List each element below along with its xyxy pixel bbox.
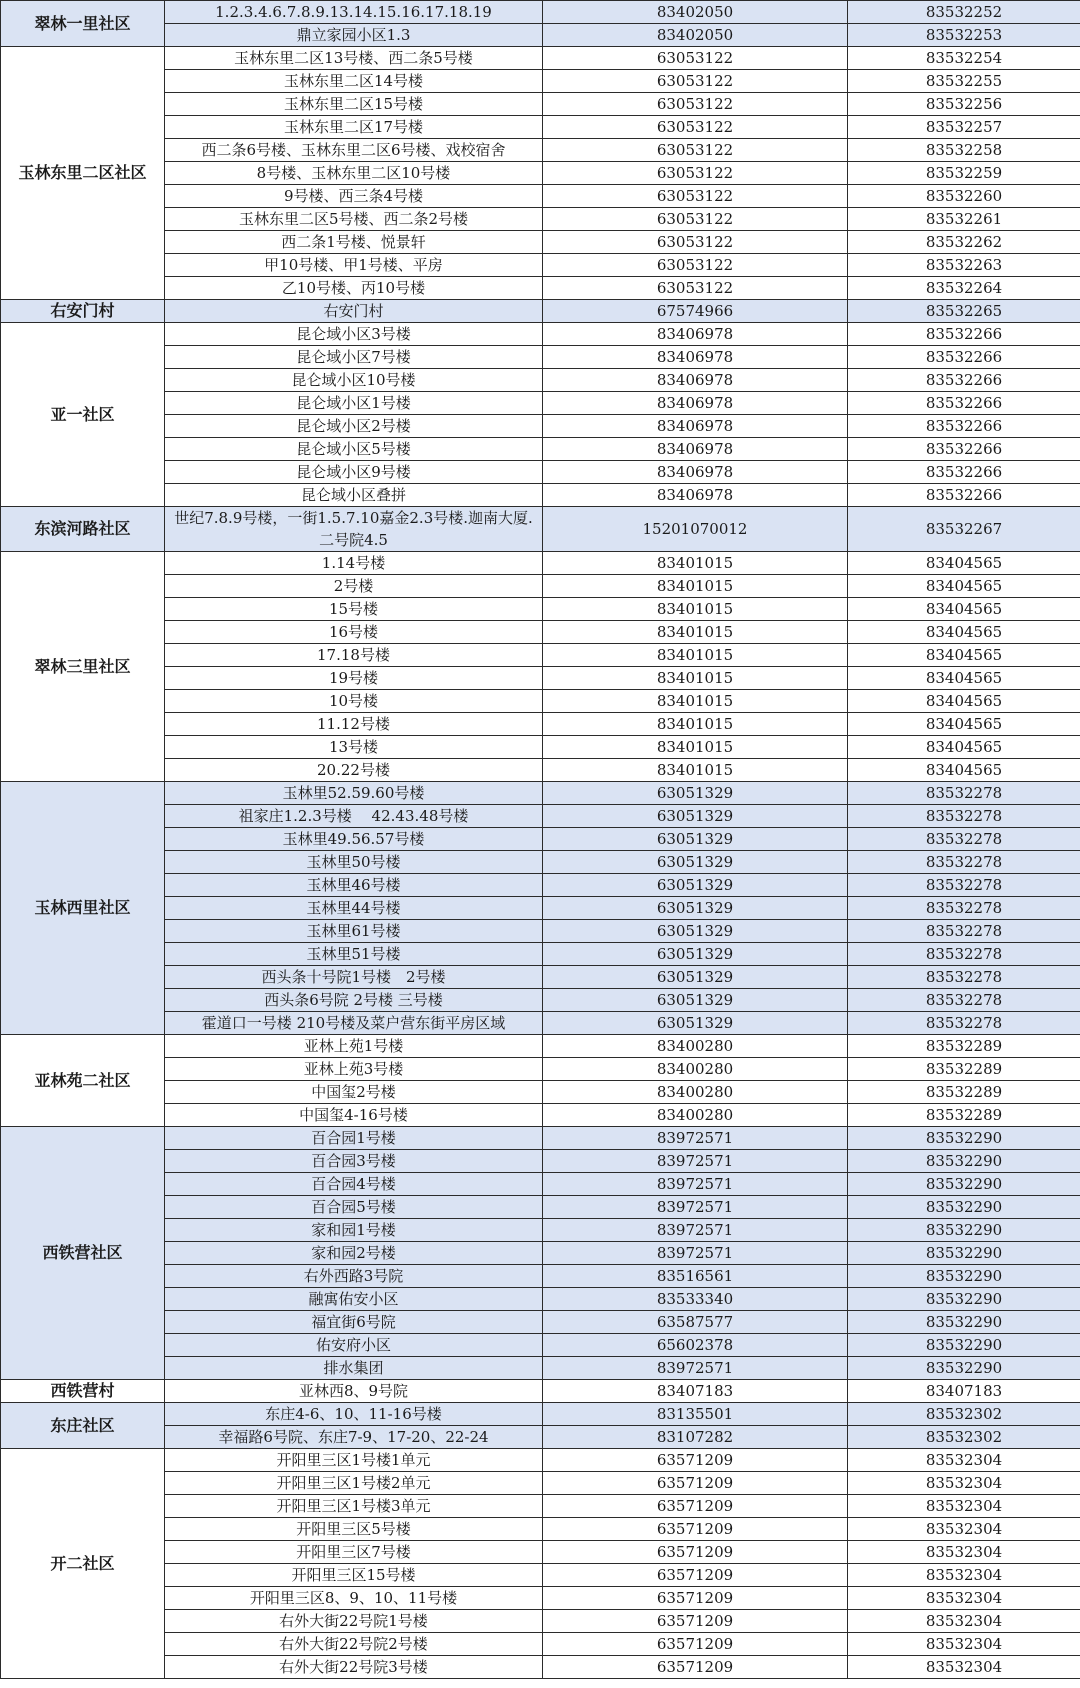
extension-cell: 83532254 — [848, 47, 1080, 70]
building-cell: 玉林东里二区13号楼、西二条5号楼 — [165, 47, 543, 70]
building-cell: 16号楼 — [165, 621, 543, 644]
extension-cell: 83532262 — [848, 231, 1080, 254]
phone-cell: 83972571 — [543, 1150, 848, 1173]
phone-cell: 83972571 — [543, 1127, 848, 1150]
extension-cell: 83532304 — [848, 1564, 1080, 1587]
building-cell: 右外西路3号院 — [165, 1265, 543, 1288]
phone-cell: 63051329 — [543, 966, 848, 989]
extension-cell: 83532304 — [848, 1587, 1080, 1610]
phone-cell: 63053122 — [543, 116, 848, 139]
building-cell: 百合园3号楼 — [165, 1150, 543, 1173]
building-cell: 玉林里52.59.60号楼 — [165, 782, 543, 805]
phone-cell: 83401015 — [543, 575, 848, 598]
extension-cell: 83532259 — [848, 162, 1080, 185]
building-cell: 玉林里61号楼 — [165, 920, 543, 943]
phone-cell: 83401015 — [543, 598, 848, 621]
extension-cell: 83532258 — [848, 139, 1080, 162]
phone-cell: 83407183 — [543, 1380, 848, 1403]
extension-cell: 83532278 — [848, 897, 1080, 920]
extension-cell: 83532278 — [848, 989, 1080, 1012]
phone-cell: 83972571 — [543, 1219, 848, 1242]
phone-cell: 63053122 — [543, 231, 848, 254]
building-cell: 15号楼 — [165, 598, 543, 621]
extension-cell: 83532290 — [848, 1288, 1080, 1311]
extension-cell: 83532263 — [848, 254, 1080, 277]
community-name-cell: 玉林西里社区 — [1, 782, 165, 1035]
extension-cell: 83532290 — [848, 1242, 1080, 1265]
phone-cell: 63571209 — [543, 1518, 848, 1541]
building-cell: 百合园1号楼 — [165, 1127, 543, 1150]
building-cell: 甲10号楼、甲1号楼、平房 — [165, 254, 543, 277]
phone-cell: 83401015 — [543, 690, 848, 713]
extension-cell: 83532278 — [848, 782, 1080, 805]
building-cell: 佑安府小区 — [165, 1334, 543, 1357]
phone-cell: 63571209 — [543, 1449, 848, 1472]
extension-cell: 83532264 — [848, 277, 1080, 300]
table-row — [1, 782, 1080, 805]
building-cell: 乙10号楼、丙10号楼 — [165, 277, 543, 300]
community-name-cell: 东滨河路社区 — [1, 507, 165, 552]
building-cell: 昆仑域小区10号楼 — [165, 369, 543, 392]
community-name-cell: 翠林三里社区 — [1, 552, 165, 782]
phone-cell: 67574966 — [543, 300, 848, 323]
building-cell: 17.18号楼 — [165, 644, 543, 667]
phone-cell: 83400280 — [543, 1104, 848, 1127]
building-cell: 8号楼、玉林东里二区10号楼 — [165, 162, 543, 185]
building-cell: 西头条十号院1号楼 2号楼 — [165, 966, 543, 989]
building-cell: 祖家庄1.2.3号楼 42.43.48号楼 — [165, 805, 543, 828]
phone-cell: 63051329 — [543, 782, 848, 805]
phone-cell: 63587577 — [543, 1311, 848, 1334]
building-cell: 昆仑域小区5号楼 — [165, 438, 543, 461]
phone-cell: 63051329 — [543, 1012, 848, 1035]
extension-cell: 83404565 — [848, 713, 1080, 736]
phone-cell: 83400280 — [543, 1058, 848, 1081]
extension-cell: 83532304 — [848, 1495, 1080, 1518]
phone-cell: 83406978 — [543, 438, 848, 461]
extension-cell: 83532278 — [848, 851, 1080, 874]
table-row — [1, 1127, 1080, 1150]
phone-cell: 63053122 — [543, 70, 848, 93]
phone-cell: 83401015 — [543, 667, 848, 690]
table-row — [1, 1380, 1080, 1403]
extension-cell: 83532261 — [848, 208, 1080, 231]
phone-cell: 83401015 — [543, 736, 848, 759]
phone-cell: 83401015 — [543, 644, 848, 667]
community-name-cell: 翠林一里社区 — [1, 1, 165, 47]
phone-cell: 63053122 — [543, 139, 848, 162]
building-cell: 开阳里三区1号楼1单元 — [165, 1449, 543, 1472]
extension-cell: 83404565 — [848, 667, 1080, 690]
building-cell: 百合园5号楼 — [165, 1196, 543, 1219]
extension-cell: 83532289 — [848, 1035, 1080, 1058]
extension-cell: 83532302 — [848, 1403, 1080, 1426]
building-cell: 福宜街6号院 — [165, 1311, 543, 1334]
building-cell: 西二条1号楼、悦景轩 — [165, 231, 543, 254]
extension-cell: 83532304 — [848, 1472, 1080, 1495]
extension-cell: 83404565 — [848, 552, 1080, 575]
building-cell: 13号楼 — [165, 736, 543, 759]
phone-cell: 83406978 — [543, 415, 848, 438]
extension-cell: 83532289 — [848, 1104, 1080, 1127]
building-cell: 霍道口一号楼 210号楼及菜户营东街平房区域 — [165, 1012, 543, 1035]
extension-cell: 83532278 — [848, 966, 1080, 989]
extension-cell: 83532290 — [848, 1150, 1080, 1173]
building-cell: 11.12号楼 — [165, 713, 543, 736]
phone-cell: 63571209 — [543, 1564, 848, 1587]
building-cell: 10号楼 — [165, 690, 543, 713]
phone-cell: 63051329 — [543, 874, 848, 897]
community-name-cell: 开二社区 — [1, 1449, 165, 1679]
extension-cell: 83532266 — [848, 415, 1080, 438]
phone-cell: 83401015 — [543, 621, 848, 644]
phone-cell: 63571209 — [543, 1495, 848, 1518]
phone-cell: 83972571 — [543, 1173, 848, 1196]
extension-cell: 83532257 — [848, 116, 1080, 139]
extension-cell: 83404565 — [848, 575, 1080, 598]
building-cell: 昆仑域小区3号楼 — [165, 323, 543, 346]
building-cell: 开阳里三区8、9、10、11号楼 — [165, 1587, 543, 1610]
phone-cell: 83107282 — [543, 1426, 848, 1449]
phone-cell: 63053122 — [543, 208, 848, 231]
extension-cell: 83532290 — [848, 1219, 1080, 1242]
phone-cell: 83406978 — [543, 323, 848, 346]
building-cell: 亚林西8、9号院 — [165, 1380, 543, 1403]
phone-cell: 63051329 — [543, 943, 848, 966]
extension-cell: 83532266 — [848, 323, 1080, 346]
phone-cell: 63051329 — [543, 989, 848, 1012]
extension-cell: 83532278 — [848, 1012, 1080, 1035]
extension-cell: 83532255 — [848, 70, 1080, 93]
phone-cell: 83400280 — [543, 1081, 848, 1104]
extension-cell: 83532304 — [848, 1610, 1080, 1633]
extension-cell: 83404565 — [848, 598, 1080, 621]
extension-cell: 83532289 — [848, 1058, 1080, 1081]
building-cell: 家和园1号楼 — [165, 1219, 543, 1242]
building-cell: 鼎立家园小区1.3 — [165, 24, 543, 47]
building-cell: 开阳里三区5号楼 — [165, 1518, 543, 1541]
phone-cell: 15201070012 — [543, 507, 848, 552]
extension-cell: 83532290 — [848, 1173, 1080, 1196]
extension-cell: 83404565 — [848, 759, 1080, 782]
table-row — [1, 1035, 1080, 1058]
table-row — [1, 1, 1080, 24]
extension-cell: 83532267 — [848, 507, 1080, 552]
community-name-cell: 东庄社区 — [1, 1403, 165, 1449]
building-cell: 世纪7.8.9号楼，一街1.5.7.10嘉金2.3号楼.迦南大厦.二号院4.5 — [165, 507, 543, 552]
extension-cell: 83404565 — [848, 736, 1080, 759]
building-cell: 亚林上苑1号楼 — [165, 1035, 543, 1058]
extension-cell: 83532290 — [848, 1357, 1080, 1380]
building-cell: 中国玺2号楼 — [165, 1081, 543, 1104]
phone-cell: 63053122 — [543, 162, 848, 185]
phone-cell: 63051329 — [543, 805, 848, 828]
extension-cell: 83407183 — [848, 1380, 1080, 1403]
community-name-cell: 西铁营村 — [1, 1380, 165, 1403]
phone-cell: 63053122 — [543, 277, 848, 300]
extension-cell: 83532260 — [848, 185, 1080, 208]
phone-cell: 65602378 — [543, 1334, 848, 1357]
phone-cell: 83402050 — [543, 24, 848, 47]
extension-cell: 83532278 — [848, 805, 1080, 828]
extension-cell: 83532266 — [848, 438, 1080, 461]
phone-cell: 63571209 — [543, 1587, 848, 1610]
extension-cell: 83532304 — [848, 1449, 1080, 1472]
phone-cell: 83972571 — [543, 1242, 848, 1265]
phone-cell: 63571209 — [543, 1656, 848, 1679]
building-cell: 幸福路6号院、东庄7-9、17-20、22-24 — [165, 1426, 543, 1449]
extension-cell: 83532304 — [848, 1633, 1080, 1656]
community-name-cell: 玉林东里二区社区 — [1, 47, 165, 300]
building-cell: 昆仑域小区叠拼 — [165, 484, 543, 507]
community-name-cell: 右安门村 — [1, 300, 165, 323]
building-cell: 昆仑域小区9号楼 — [165, 461, 543, 484]
community-name-cell: 亚林苑二社区 — [1, 1035, 165, 1127]
extension-cell: 83404565 — [848, 621, 1080, 644]
table-row — [1, 1449, 1080, 1472]
extension-cell: 83532252 — [848, 1, 1080, 24]
building-cell: 右外大街22号院1号楼 — [165, 1610, 543, 1633]
extension-cell: 83404565 — [848, 644, 1080, 667]
community-name-cell: 西铁营社区 — [1, 1127, 165, 1380]
extension-cell: 83532278 — [848, 920, 1080, 943]
table-row — [1, 507, 1080, 552]
extension-cell: 83532290 — [848, 1334, 1080, 1357]
phone-cell: 83401015 — [543, 552, 848, 575]
phone-cell: 63051329 — [543, 920, 848, 943]
extension-cell: 83532266 — [848, 392, 1080, 415]
table-body — [1, 1, 1080, 1679]
building-cell: 开阳里三区1号楼2单元 — [165, 1472, 543, 1495]
building-cell: 玉林里51号楼 — [165, 943, 543, 966]
building-cell: 中国玺4-16号楼 — [165, 1104, 543, 1127]
building-cell: 玉林东里二区5号楼、西二条2号楼 — [165, 208, 543, 231]
building-cell: 20.22号楼 — [165, 759, 543, 782]
building-cell: 1.2.3.4.6.7.8.9.13.14.15.16.17.18.19 — [165, 1, 543, 24]
table-row — [1, 300, 1080, 323]
table-row — [1, 323, 1080, 346]
phone-cell: 63053122 — [543, 254, 848, 277]
building-cell: 玉林东里二区15号楼 — [165, 93, 543, 116]
extension-cell: 83532278 — [848, 943, 1080, 966]
extension-cell: 83532253 — [848, 24, 1080, 47]
phone-cell: 83406978 — [543, 346, 848, 369]
extension-cell: 83532266 — [848, 369, 1080, 392]
extension-cell: 83532290 — [848, 1127, 1080, 1150]
phone-cell: 83406978 — [543, 484, 848, 507]
extension-cell: 83532290 — [848, 1265, 1080, 1288]
building-cell: 昆仑域小区7号楼 — [165, 346, 543, 369]
extension-cell: 83532278 — [848, 828, 1080, 851]
phone-cell: 83406978 — [543, 392, 848, 415]
table-row — [1, 552, 1080, 575]
phone-cell: 63571209 — [543, 1472, 848, 1495]
phone-cell: 63053122 — [543, 47, 848, 70]
building-cell: 玉林东里二区14号楼 — [165, 70, 543, 93]
table-row — [1, 1403, 1080, 1426]
building-cell: 融寓佑安小区 — [165, 1288, 543, 1311]
table-row — [1, 47, 1080, 70]
phone-cell: 63571209 — [543, 1610, 848, 1633]
building-cell: 右安门村 — [165, 300, 543, 323]
extension-cell: 83532304 — [848, 1518, 1080, 1541]
building-cell: 右外大街22号院2号楼 — [165, 1633, 543, 1656]
building-cell: 右外大街22号院3号楼 — [165, 1656, 543, 1679]
building-cell: 排水集团 — [165, 1357, 543, 1380]
extension-cell: 83532289 — [848, 1081, 1080, 1104]
building-cell: 玉林里49.56.57号楼 — [165, 828, 543, 851]
extension-cell: 83404565 — [848, 690, 1080, 713]
phone-cell: 83135501 — [543, 1403, 848, 1426]
phone-cell: 83401015 — [543, 759, 848, 782]
phone-cell: 83406978 — [543, 369, 848, 392]
community-name-cell: 亚一社区 — [1, 323, 165, 507]
phone-cell: 83400280 — [543, 1035, 848, 1058]
extension-cell: 83532265 — [848, 300, 1080, 323]
extension-cell: 83532304 — [848, 1656, 1080, 1679]
building-cell: 玉林里44号楼 — [165, 897, 543, 920]
phone-cell: 63053122 — [543, 93, 848, 116]
building-cell: 1.14号楼 — [165, 552, 543, 575]
building-cell: 开阳里三区7号楼 — [165, 1541, 543, 1564]
extension-cell: 83532266 — [848, 484, 1080, 507]
phone-cell: 63571209 — [543, 1541, 848, 1564]
building-cell: 百合园4号楼 — [165, 1173, 543, 1196]
phone-cell: 63051329 — [543, 897, 848, 920]
building-cell: 亚林上苑3号楼 — [165, 1058, 543, 1081]
building-cell: 家和园2号楼 — [165, 1242, 543, 1265]
extension-cell: 83532304 — [848, 1541, 1080, 1564]
phone-cell: 63051329 — [543, 828, 848, 851]
phone-cell: 63571209 — [543, 1633, 848, 1656]
building-cell: 玉林里46号楼 — [165, 874, 543, 897]
phone-cell: 83402050 — [543, 1, 848, 24]
building-cell: 玉林里50号楼 — [165, 851, 543, 874]
phone-cell: 83533340 — [543, 1288, 848, 1311]
building-cell: 玉林东里二区17号楼 — [165, 116, 543, 139]
building-cell: 昆仑域小区1号楼 — [165, 392, 543, 415]
extension-cell: 83532266 — [848, 346, 1080, 369]
building-cell: 东庄4-6、10、11-16号楼 — [165, 1403, 543, 1426]
phone-cell: 83516561 — [543, 1265, 848, 1288]
extension-cell: 83532256 — [848, 93, 1080, 116]
extension-cell: 83532278 — [848, 874, 1080, 897]
extension-cell: 83532302 — [848, 1426, 1080, 1449]
phone-cell: 83401015 — [543, 713, 848, 736]
building-cell: 西头条6号院 2号楼 三号楼 — [165, 989, 543, 1012]
building-cell: 2号楼 — [165, 575, 543, 598]
building-cell: 开阳里三区1号楼3单元 — [165, 1495, 543, 1518]
phone-cell: 63051329 — [543, 851, 848, 874]
phone-cell: 63053122 — [543, 185, 848, 208]
building-cell: 19号楼 — [165, 667, 543, 690]
extension-cell: 83532266 — [848, 461, 1080, 484]
building-cell: 西二条6号楼、玉林东里二区6号楼、戏校宿舍 — [165, 139, 543, 162]
phone-cell: 83406978 — [543, 461, 848, 484]
extension-cell: 83532290 — [848, 1311, 1080, 1334]
building-cell: 开阳里三区15号楼 — [165, 1564, 543, 1587]
extension-cell: 83532290 — [848, 1196, 1080, 1219]
building-cell: 昆仑域小区2号楼 — [165, 415, 543, 438]
building-cell: 9号楼、西三条4号楼 — [165, 185, 543, 208]
phone-cell: 83972571 — [543, 1357, 848, 1380]
phone-cell: 83972571 — [543, 1196, 848, 1219]
